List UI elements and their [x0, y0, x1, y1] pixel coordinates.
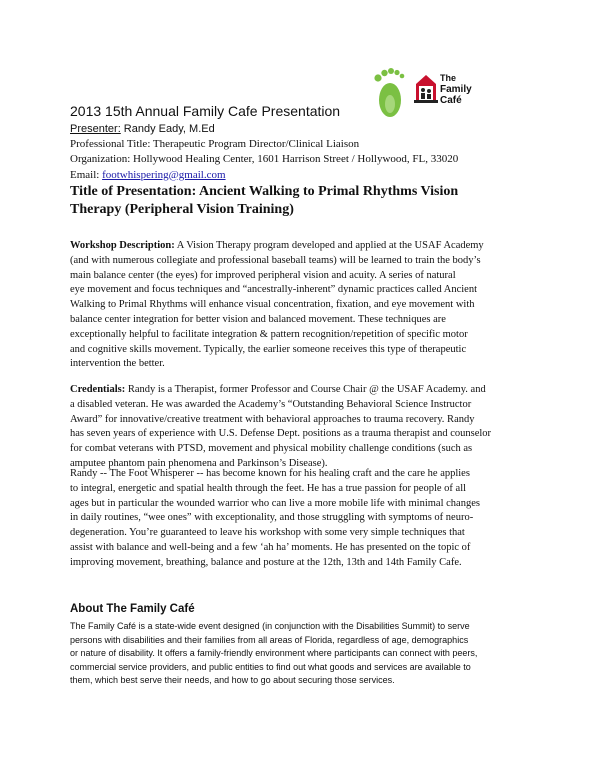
workshop-line: main balance center (the eyes) for improved peripheral vision and acuity. A series of natural: [70, 269, 456, 281]
document-heading: 2013 15th Annual Family Cafe Presentation: [70, 103, 341, 119]
bio-line: in daily routines, “wee ones” with exceptionality, and those struggling with symptoms of neuro-: [70, 512, 474, 524]
email-row: [70, 168, 458, 183]
email-label: Email:: [70, 168, 103, 181]
presentation-title-line: Title of Presentation: Ancient Walking to Primal Rhythms Vision: [70, 184, 459, 199]
credentials-line: for combat veterans with PTSD, movement and physical mobility challenge conditions (such as: [70, 443, 473, 455]
credentials-line: has seven years of experience with U.S. Defense Dept. positions as a trauma therapist and counselor: [70, 428, 492, 440]
bio-line: improving movement, breathing, balance and posture at the 12th, 13th and 14th Family Cafe.: [70, 556, 462, 568]
family-cafe-logo: [414, 70, 474, 114]
footprint-logo-icon: [372, 66, 408, 120]
workshop-line: (and with numerous collegiate and professional baseball teams) will be learned to train the body’s: [70, 254, 481, 266]
about-heading: About The Family Café: [70, 603, 195, 615]
workshop-label: Workshop Description:: [70, 240, 175, 251]
bio-line: to integral, energetic and spatial health through the feet. He has a true passion for people of all: [70, 482, 467, 494]
presentation-title: [70, 183, 458, 219]
workshop-line: exceptionally helpful to facilitate integration & pattern recognition/repetition of specific motor: [70, 328, 468, 340]
logo-word-family: Family: [440, 84, 472, 95]
workshop-line: intervention the better.: [70, 358, 165, 370]
presenter-row: [70, 122, 458, 137]
credentials-section: [70, 383, 535, 472]
credentials-line: Credentials: Randy is a Therapist, former Professor and Course Chair @ the USAF Academy. and: [70, 384, 486, 395]
about-line: persons with disabilities and their families from all areas of Florida, regardless of age, demographics: [70, 634, 469, 645]
about-line: The Family Café is a state-wide event designed (in conjunction with the Disabilities Summit) to serve: [70, 621, 470, 631]
professional-title: Professional Title: Therapeutic Program Director/Clinical Liaison: [70, 138, 360, 151]
about-section: [70, 620, 477, 688]
presentation-title-line: Therapy (Peripheral Vision Training): [70, 202, 294, 217]
logo-word-the: The: [440, 73, 457, 83]
credentials-line: Award” for innovative/creative treatment with behavioral approaches to trauma recovery. Randy: [70, 413, 475, 425]
about-line: them, which best serve their needs, and how to go about securing those services.: [70, 675, 395, 686]
credentials-line: a disabled veteran. He was awarded the Academy’s “Outstanding Behavioral Science Instructor: [70, 398, 472, 410]
presenter-info: [70, 122, 458, 183]
logo-word-cafe: Café: [440, 95, 462, 106]
organization: Organization: Hollywood Healing Center, 1601 Harrison Street / Hollywood, FL, 33020: [70, 153, 459, 166]
workshop-description: [70, 239, 535, 372]
about-line: commercial service providers, and public entities to find out what goods and services are available to: [70, 661, 471, 672]
email-link[interactable]: footwhispering@gmail.com: [102, 168, 226, 181]
bio-line: ages but in particular the wounded warrior who can live a more mobile life with minimal changes: [70, 497, 480, 509]
about-line: or nature of disability. It offers a family-friendly environment where participants can connect with peers,: [70, 648, 478, 659]
workshop-line: eye movement and focus techniques and “ancestrally-inherent” dynamic practices called Ancient: [70, 284, 477, 296]
credentials-label: Credentials:: [70, 384, 126, 395]
presenter-name: Randy Eady, M.Ed: [120, 123, 215, 135]
bio-line: assist with balance and well-being and a few ‘ah ha’ moments. He has presented on the topic of: [70, 541, 471, 553]
workshop-line: and cognitive skills movement. Typically, the earlier someone receives this type of therapeutic: [70, 343, 467, 355]
workshop-line: balance center integration for better vision and balanced movement. These techniques are: [70, 313, 446, 325]
bio-line: Randy -- The Foot Whisperer -- has become known for his healing craft and the care he applies: [70, 468, 470, 479]
credentials-line: amputee phantom pain phenomena and Parkinson’s Disease).: [70, 457, 328, 469]
presenter-label: Presenter:: [70, 123, 121, 135]
bio-line: degeneration. You’re guaranteed to leave his workshop with some very simple techniques that: [70, 527, 465, 539]
bio-section: [70, 467, 535, 571]
workshop-line: Workshop Description: A Vision Therapy program developed and applied at the USAF Academy: [70, 240, 484, 251]
workshop-line: Walking to Primal Rhythms will enhance visual concentration, fixation, and eye movement with: [70, 299, 475, 311]
